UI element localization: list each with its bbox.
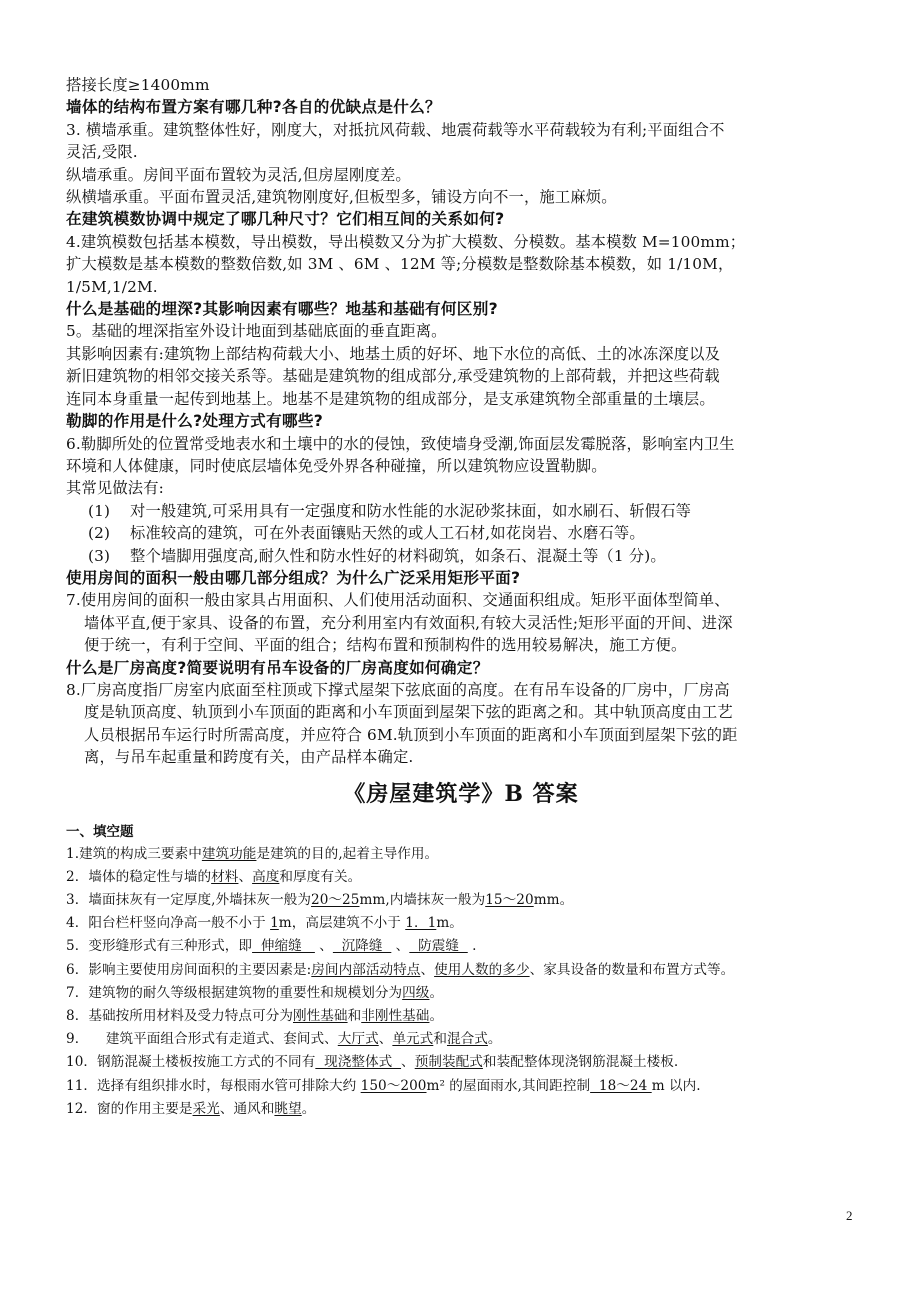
blank-answer: 采光 bbox=[192, 1100, 220, 1117]
blank-text: 9． 建筑平面组合形式有走道式、套间式、 bbox=[66, 1031, 338, 1048]
answer-text: 7.使用房间的面积一般由家具占用面积、人们使用活动面积、交通面积组成。矩形平面体型简单、 bbox=[66, 591, 730, 610]
blank-text: 12．窗的作用主要是 bbox=[66, 1100, 193, 1117]
fill-blank-item bbox=[66, 866, 856, 889]
blank-text: 11．选择有组织排水时，每根雨水管可排除大约 bbox=[66, 1077, 361, 1094]
answer-text: 人员根据吊车运行时所需高度，并应符合 6M.轨顶到小车顶面的距离和小车顶面到屋架下弦的距 bbox=[84, 725, 738, 744]
blank-text: 10．钢筋混凝土楼板按施工方式的不同有 bbox=[66, 1054, 316, 1071]
answer-text: 环境和人体健康，同时使底层墙体免受外界各种碰撞，所以建筑物应设置勒脚。 bbox=[66, 456, 607, 475]
answer-text: 墙体平直,便于家具、设备的布置，充分利用室内有效面积,有较大灵活性;矩形平面的开间、进深 bbox=[84, 613, 733, 632]
list-item bbox=[66, 522, 856, 544]
blank-answer: 非刚性基础 bbox=[361, 1008, 430, 1025]
answer-text: 其影响因素有:建筑物上部结构荷载大小、地基土质的好坏、地下水位的高低、土的冰冻深度以及 bbox=[66, 344, 721, 363]
answer-text: 5。基础的埋深指室外设计地面到基础底面的垂直距离。 bbox=[66, 322, 447, 341]
blank-answer: 使用人数的多少 bbox=[434, 961, 530, 978]
blank-text: m² 的屋面雨水,其间距控制 bbox=[426, 1077, 591, 1094]
answer-text: 度是轨顶高度、轨顶到小车顶面的距离和小车顶面到屋架下弦的距离之和。其中轨顶高度由工艺 bbox=[84, 703, 733, 722]
fill-blank-item bbox=[66, 1028, 856, 1051]
blank-text: 。 bbox=[429, 984, 444, 1001]
answer-text: 6.勒脚所处的位置常受地表水和土壤中的水的侵蚀，致使墙身受潮,饰面层发霉脱落，影响室内卫生 bbox=[66, 434, 735, 453]
blank-text: 、家具设备的数量和布置方式等。 bbox=[529, 961, 735, 978]
blank-text: 、 bbox=[420, 961, 435, 978]
blank-answer: 房间内部活动特点 bbox=[311, 961, 421, 978]
blank-answer: 伸缩缝 bbox=[252, 938, 315, 955]
answer-text: 灵活,受限. bbox=[66, 143, 138, 162]
answer-text: 8.厂房高度指厂房室内底面至柱顶或下撑式屋架下弦底面的高度。在有吊车设备的厂房中，厂房高 bbox=[66, 680, 730, 699]
answer-text: 3. 横墙承重。建筑整体性好，刚度大，对抵抗风荷载、地震荷载等水平荷载较为有利;平面组合不 bbox=[66, 120, 725, 139]
fill-blank-item bbox=[66, 1005, 856, 1028]
blank-text: m，高层建筑不小于 bbox=[278, 915, 406, 932]
document-title: 《房屋建筑学》B 答案 bbox=[343, 780, 579, 807]
fill-blank-item bbox=[66, 1075, 856, 1098]
blank-answer: 高度 bbox=[252, 868, 280, 885]
blank-text: 、 bbox=[378, 1031, 393, 1048]
blank-text: 和 bbox=[433, 1031, 447, 1048]
answer-text: 离，与吊车起重量和跨度有关，由产品样本确定. bbox=[84, 748, 414, 767]
blank-text: 和厚度有关。 bbox=[279, 868, 362, 885]
blank-text: 6．影响主要使用房间面积的主要因素是: bbox=[66, 961, 312, 978]
blank-answer: 混合式 bbox=[446, 1031, 488, 1048]
blank-text: 和装配整体现浇钢筋混凝土楼板. bbox=[482, 1054, 679, 1071]
blank-answer: 眺望 bbox=[274, 1100, 302, 1117]
fill-blank-item bbox=[66, 1098, 856, 1121]
blank-text: 8．基础按所用材料及受力特点可分为 bbox=[66, 1008, 293, 1025]
answer-text: 便于统一，有利于空间、平面的组合；结构布置和预制构件的选用较易解决，施工方便。 bbox=[84, 636, 687, 655]
blank-answer: 现浇整体式 bbox=[315, 1054, 402, 1071]
fill-blank-item bbox=[66, 935, 856, 958]
question-heading: 在建筑模数协调中规定了哪几种尺寸？它们相互间的关系如何? bbox=[66, 210, 505, 229]
blank-text: 、 bbox=[314, 938, 333, 955]
blank-answer: 四级 bbox=[402, 984, 430, 1001]
blank-answer: 沉降缝 bbox=[332, 938, 392, 955]
question-heading: 勒脚的作用是什么?处理方式有哪些? bbox=[66, 412, 324, 431]
blank-text: 、 bbox=[238, 868, 253, 885]
fill-blank-item bbox=[66, 889, 856, 912]
page-number: 2 bbox=[846, 1208, 853, 1223]
blank-text: 是建筑的目的,起着主导作用。 bbox=[256, 845, 439, 862]
answer-text: 4.建筑模数包括基本模数，导出模数，导出模数又分为扩大模数、分模数。基本模数 M=100mm； bbox=[66, 232, 746, 251]
fill-blank-item bbox=[66, 843, 856, 866]
question-heading: 使用房间的面积一般由哪几部分组成？为什么广泛采用矩形平面? bbox=[66, 568, 521, 587]
blank-text: 2．墙体的稳定性与墙的 bbox=[66, 868, 212, 885]
blank-answer: 20～25 bbox=[311, 892, 360, 908]
blank-text: 。 bbox=[429, 1008, 444, 1025]
blank-answer: 建筑功能 bbox=[201, 845, 257, 862]
answer-text: 连同本身重量一起传到地基上。地基不是建筑物的组成部分，是支承建筑物全部重量的土壤层。 bbox=[66, 389, 715, 408]
blank-answer: 150～200 bbox=[360, 1077, 427, 1094]
blank-text: . bbox=[467, 938, 477, 955]
fill-blank-item bbox=[66, 1051, 856, 1074]
blank-text: m 以内. bbox=[651, 1077, 701, 1094]
list-text: 对一般建筑,可采用具有一定强度和防水性能的水泥砂浆抹面，如水刷石、斩假石等 bbox=[130, 501, 692, 520]
answer-text: 扩大模数是基本模数的整数倍数,如 3M 、6M 、12M 等;分模数是整数除基本模数，如 1/10M， bbox=[66, 255, 734, 274]
answer-text: 新旧建筑物的相邻交接关系等。基础是建筑物的组成部分,承受建筑物的上部荷载，并把这些荷载 bbox=[66, 367, 720, 386]
blank-answer: 15～20 bbox=[485, 892, 534, 908]
blank-text: 1.建筑的构成三要素中 bbox=[66, 845, 202, 862]
question-heading: 墙体的结构布置方案有哪几种?各自的优缺点是什么？ bbox=[66, 98, 441, 117]
blank-answer: 大厅式 bbox=[337, 1031, 379, 1048]
blank-text: 7．建筑物的耐久等级根据建筑物的重要性和规模划分为 bbox=[66, 984, 403, 1001]
blank-answer: 刚性基础 bbox=[293, 1008, 348, 1025]
list-item bbox=[66, 500, 856, 522]
list-number: (3) bbox=[88, 546, 111, 565]
fill-blank-item bbox=[66, 912, 856, 935]
blank-text: mm,内墙抹灰一般为 bbox=[359, 892, 486, 908]
answer-text: 1/5M,1/2M. bbox=[66, 277, 158, 296]
blank-text: 。 bbox=[301, 1100, 316, 1117]
fill-blank-item bbox=[66, 982, 856, 1005]
blank-text: 5．变形缝形式有三种形式，即 bbox=[66, 938, 253, 955]
question-heading: 什么是厂房高度?简要说明有吊车设备的厂房高度如何确定？ bbox=[66, 658, 489, 677]
blank-text: 4．阳台栏杆竖向净高一般不小于 bbox=[66, 915, 271, 932]
answer-text: 纵墙承重。房间平面布置较为灵活,但房屋刚度差。 bbox=[66, 165, 411, 184]
blank-text: 3．墙面抹灰有一定厚度,外墙抹灰一般为 bbox=[66, 892, 312, 908]
document-page bbox=[66, 74, 856, 1121]
list-item bbox=[66, 545, 856, 567]
blank-text: 和 bbox=[347, 1008, 362, 1025]
blank-answer: 1．1 bbox=[405, 915, 437, 932]
blank-text: 、通风和 bbox=[219, 1100, 275, 1117]
answer-text: 纵横墙承重。平面布置灵活,建筑物刚度好,但板型多，铺设方向不一，施工麻烦。 bbox=[66, 188, 617, 207]
question-heading: 什么是基础的埋深?其影响因素有哪些？地基和基础有何区别? bbox=[66, 300, 498, 319]
blank-answer: 防震缝 bbox=[409, 938, 468, 955]
blank-answer: 18～24 bbox=[590, 1077, 652, 1094]
blank-answer: 单元式 bbox=[392, 1031, 434, 1048]
fill-blank-item bbox=[66, 959, 856, 982]
blank-text: mm。 bbox=[533, 892, 574, 908]
list-text: 整个墙脚用强度高,耐久性和防水性好的材料砌筑，如条石、混凝土等（1 分)。 bbox=[130, 546, 666, 565]
list-number: (1) bbox=[88, 501, 111, 520]
blank-answer: 材料 bbox=[211, 868, 239, 885]
blank-text: 。 bbox=[487, 1031, 502, 1048]
blank-answer: 预制装配式 bbox=[414, 1054, 483, 1071]
blank-text: 、 bbox=[391, 938, 410, 955]
blank-answer: 1 bbox=[270, 915, 279, 932]
blank-text: m。 bbox=[436, 915, 463, 932]
list-text: 标准较高的建筑，可在外表面镶贴天然的或人工石材,如花岗岩、水磨石等。 bbox=[130, 524, 645, 543]
section-heading: 一、填空题 bbox=[66, 823, 134, 840]
answer-text: 其常见做法有: bbox=[66, 479, 164, 498]
answer-text: 搭接长度≥1400mm bbox=[66, 76, 210, 94]
list-number: (2) bbox=[88, 524, 111, 543]
blank-text: 、 bbox=[401, 1054, 415, 1071]
